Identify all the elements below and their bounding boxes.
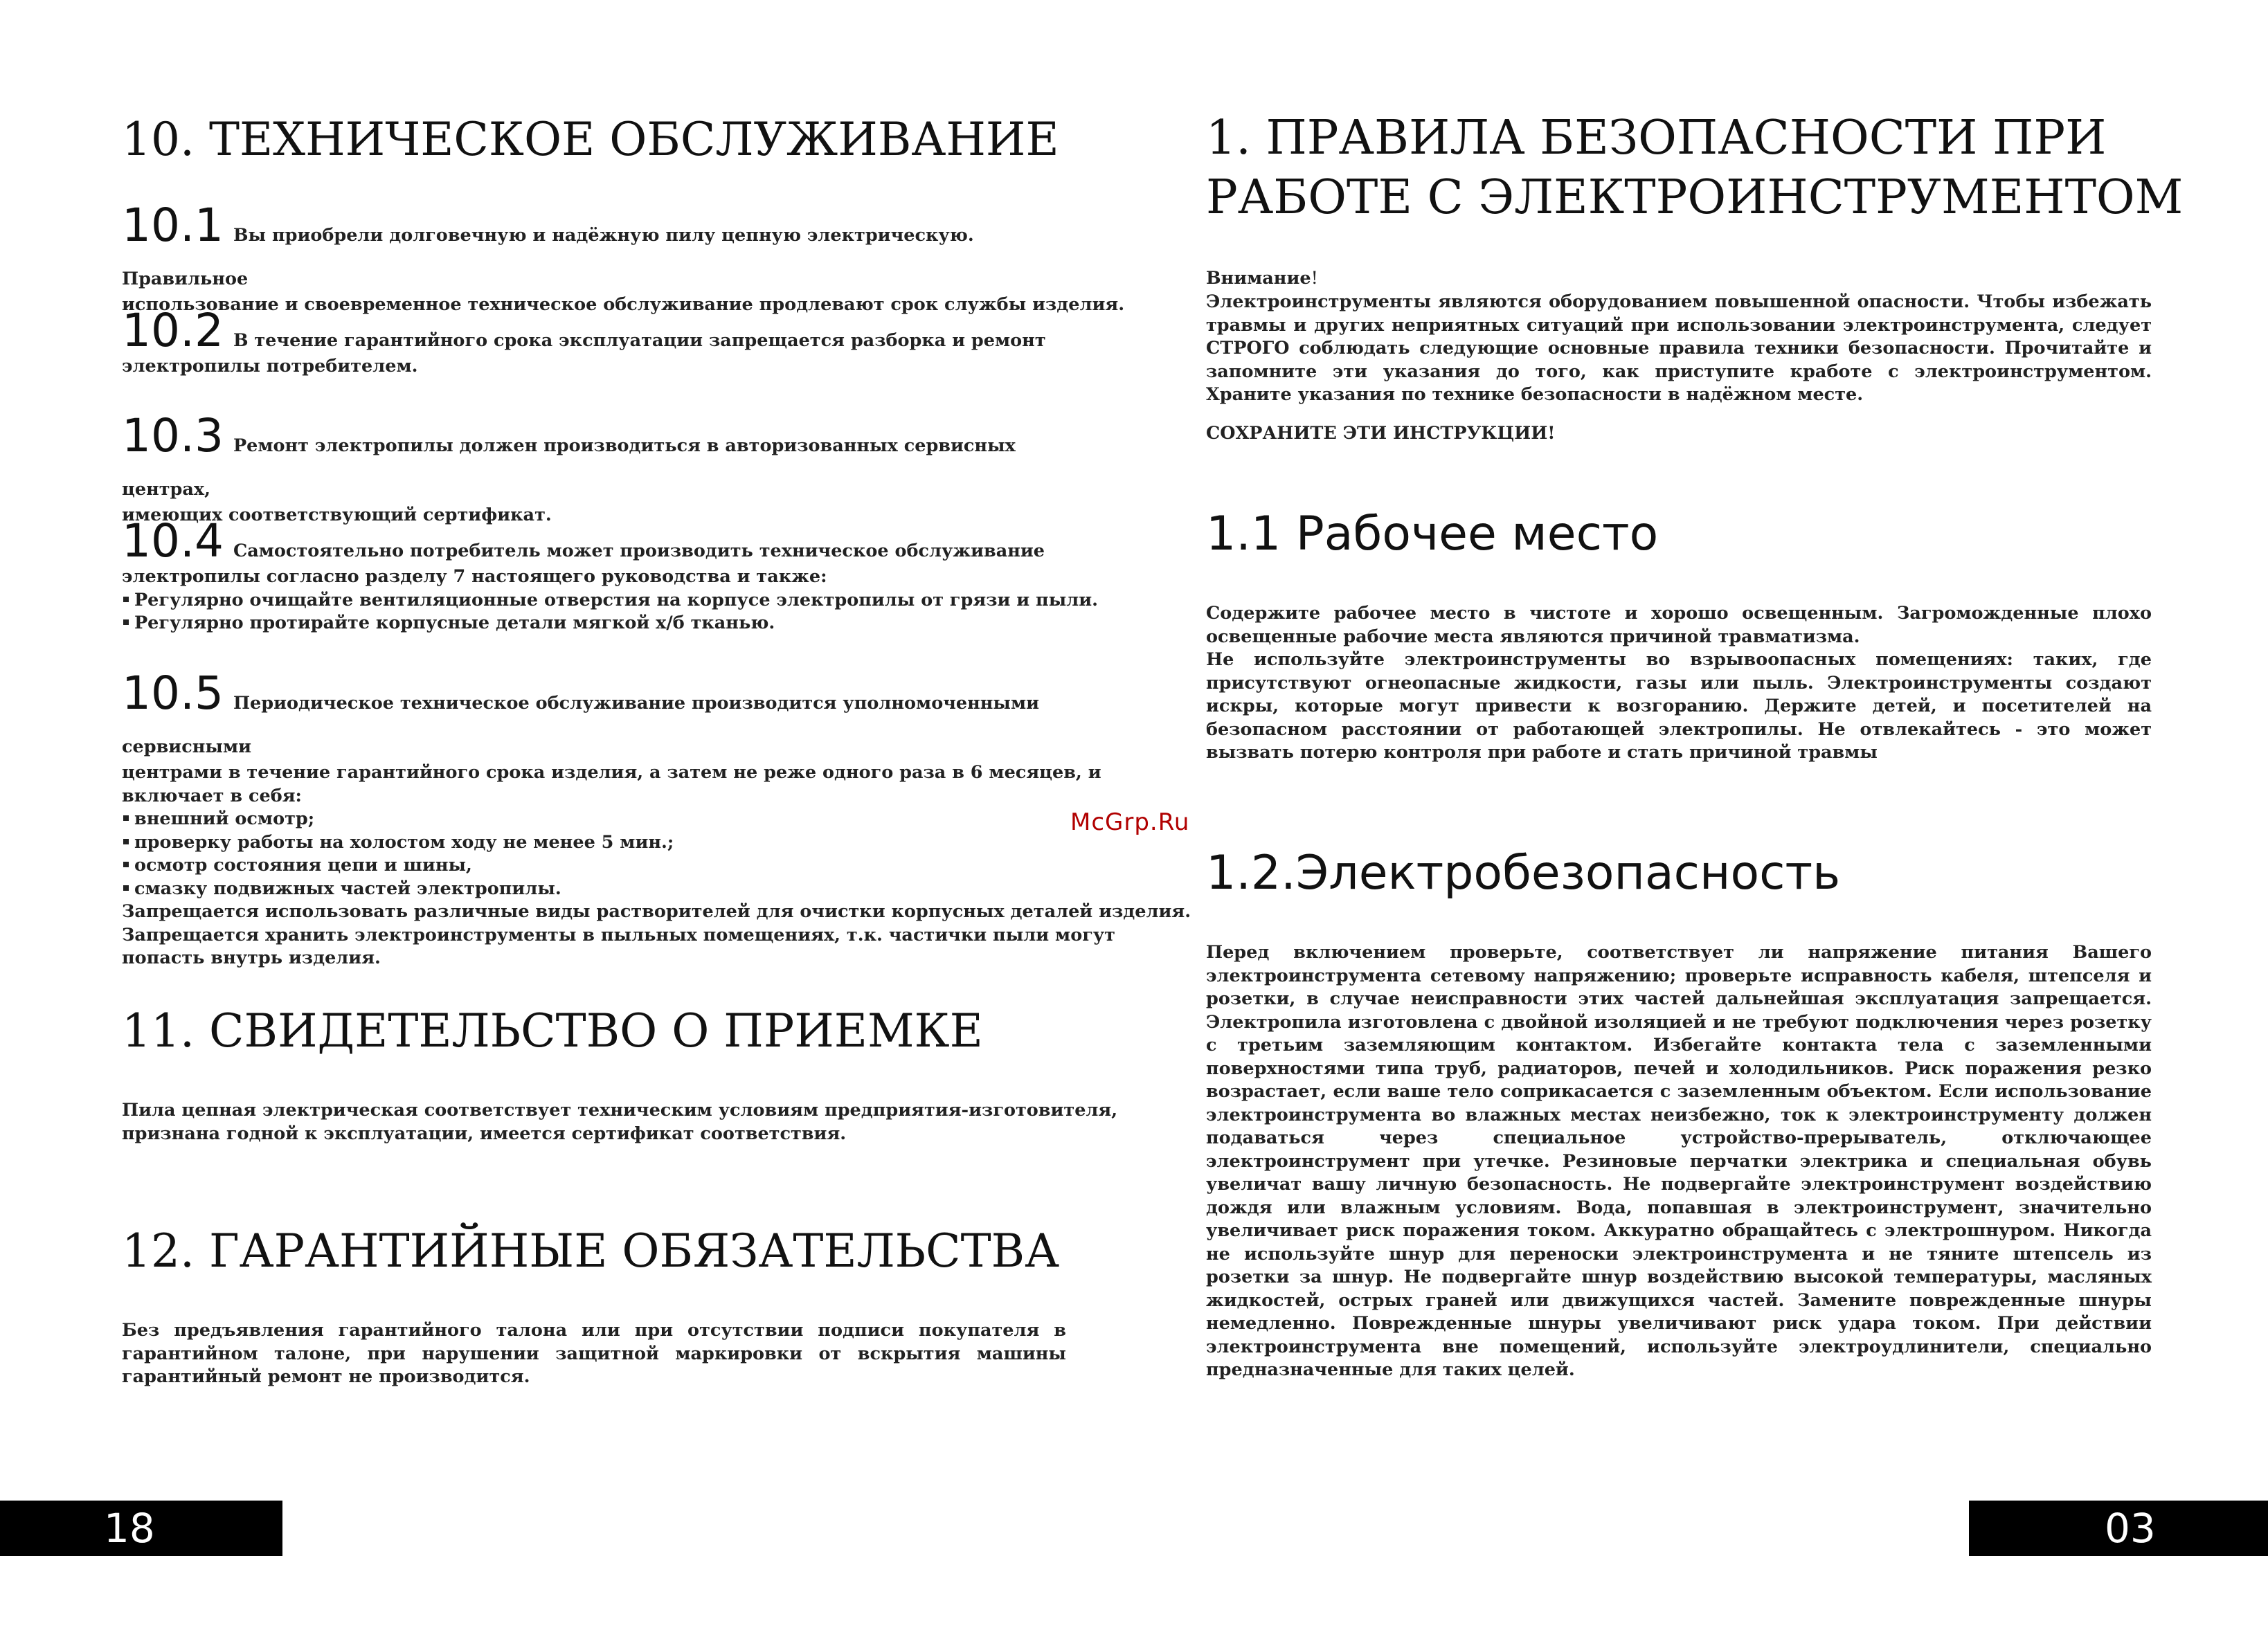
save-instructions-note: СОХРАНИТЕ ЭТИ ИНСТРУКЦИИ! — [1206, 423, 1556, 444]
item-lead: Вы приобрели долговечную и надёжную пилу цепную электрическую. Правильное — [122, 225, 974, 289]
section-11-text — [122, 1099, 1118, 1146]
item-line: центрами в течение гарантийного срока изделия, а затем не реже одного раза в 6 месяцев, и — [122, 762, 1101, 783]
bullet-icon — [123, 815, 129, 821]
section-1-2-title: 1.2.Электробезопасность — [1206, 846, 1841, 900]
watermark-text: McGrp.Ru — [1070, 808, 1190, 836]
item-10-1 — [122, 199, 1125, 317]
section-1-2-text: Перед включением проверьте, соответствует ли напряжение питания Вашего электроинструмента сетевому напряжению; проверьте исправность кабеля, штепселя и розетки, в случае неисправности этих частей дальнейшая эксплуатация запрещается. Электропила изготовлена с двойной изоляцией и не требуют подключения через розетку с третьим заземляющим контактом. Избегайте контакта тела с заземленными поверхностями типа труб, радиаторов, печей и холодильников. Риск поражения резко возрастает, если ваше тело соприкасается с заземленным объектом. Если использование электроинструмента во влажных местах неизбежно, ток к электроинструменту должен подаваться через специальное устройство-прерыватель, отключающее электроинструмент при утечке. Резиновые перчатки электрика и специальная обувь увеличат вашу личную безопасность. Не подвергайте электроинструмент воздействию дождя или влажным условиям. Вода, попавшая в электроинструмент, значительно увеличивает риск поражения током. Аккуратно обращайтесь с электрошнуром. Никогда не используйте шнур для переноски электроинструмента и не тяните штепсель из розетки за шнур. Не подвергайте шнур воздействию высокой температуры, масляных жидкостей, острых граней или движущихся частей. Замените поврежденные шнуры немедленно. Поврежденные шнуры увеличивают риск удара током. При действии электроинструмента вне помещений, используйте электроудлинители, специально предназначенные для таких целей. — [1206, 942, 2152, 1380]
item-line: включает в себя: — [122, 785, 302, 806]
paragraph: Не используйте электроинструменты во взрывоопасных помещениях: таких, где присутствуют огнеопасные жидкости, газы или пыль. Электроинструменты создают искры, которые могут привести к возгоранию. Держите детей, и посетителей на безопасном расстоянии от работающей электропилы. Не отвлекайтесь - это может вызвать потерю контроля при работе и стать причиной травмы — [1206, 649, 2152, 763]
attention-mark: ! — [1311, 268, 1318, 289]
bullet-icon — [123, 839, 129, 844]
attention-label — [1206, 267, 1318, 291]
bullet-item: проверку работы на холостом ходу не менее 5 мин.; — [122, 831, 1070, 855]
item-10-2 — [122, 304, 1070, 379]
item-lead: В течение гарантийного срока эксплуатации запрещается разборка и ремонт — [233, 330, 1046, 351]
text-line: признана годной к эксплуатации, имеется сертификат соответствия. — [122, 1123, 847, 1144]
bullet-item: внешний осмотр; — [122, 808, 1070, 831]
bullet-item: смазку подвижных частей электропилы. — [122, 878, 1070, 901]
item-number: 10.1 — [122, 199, 224, 252]
item-lead: Самостоятельно потребитель может производить техническое обслуживание — [233, 541, 1045, 561]
section-10-title: 10. ТЕХНИЧЕСКОЕ ОБСЛУЖИВАНИЕ — [122, 113, 1059, 166]
text-line: Пила цепная электрическая соответствует техническим условиям предприятия-изготовителя, — [122, 1100, 1118, 1121]
page-number-bar-right — [1969, 1501, 2268, 1556]
section-12-title: 12. ГАРАНТИЙНЫЕ ОБЯЗАТЕЛЬСТВА — [122, 1224, 1060, 1278]
item-number: 10.2 — [122, 304, 224, 357]
section-1-title-line2: РАБОТЕ С ЭЛЕКТРОИНСТРУМЕНТОМ — [1206, 170, 2184, 225]
item-number: 10.3 — [122, 409, 224, 462]
item-number: 10.4 — [122, 514, 224, 568]
paragraph: Содержите рабочее место в чистоте и хорошо освещенным. Загроможденные плохо освещенные рабочие места являются причиной травматизма. — [1206, 603, 2152, 647]
section-12-text: Без предъявления гарантийного талона или при отсутствии подписи покупателя в гарантийном талоне, при нарушении защитной маркировки от вскрытия машины гарантийный ремонт не производится. — [122, 1320, 1066, 1387]
bullet-icon — [123, 619, 129, 625]
section-1-text: Электроинструменты являются оборудованием повышенной опасности. Чтобы избежать травмы и других неприятных ситуаций при использовании электроинструмента, следует СТРОГО соблюдать следующие основные правила техники безопасности. Прочитайте и запомните эти указания до того, как приступите кработе с электроинструментом. Храните указания по технике безопасности в надёжном месте. — [1206, 291, 2152, 405]
item-line: Запрещается использовать различные виды растворителей для очистки корпусных деталей изделия. — [122, 901, 1191, 922]
item-10-3 — [122, 409, 1070, 527]
item-number: 10.5 — [122, 667, 224, 720]
item-line: электропилы согласно разделу 7 настоящего руководства и также: — [122, 566, 827, 587]
bullet-item: осмотр состояния цепи и шины, — [122, 854, 1070, 878]
item-line: имеющих соответствующий сертификат. — [122, 505, 552, 525]
bullet-icon — [123, 862, 129, 867]
item-lead: Ремонт электропилы должен производиться в авторизованных сервисных центрах, — [122, 435, 1016, 500]
section-1-1-title: 1.1 Рабочее место — [1206, 507, 1659, 561]
item-line: использование и своевременное техническое обслуживание продлевают срок службы изделия. — [122, 294, 1125, 315]
page-number: 18 — [104, 1505, 155, 1552]
bullet-item: Регулярно очищайте вентиляционные отверстия на корпусе электропилы от грязи и пыли. — [122, 589, 1070, 613]
section-1-title-line1: 1. ПРАВИЛА БЕЗОПАСНОСТИ ПРИ — [1206, 111, 2107, 165]
page-number: 03 — [2105, 1505, 2156, 1552]
bullet-icon — [123, 597, 129, 602]
item-line: попасть внутрь изделия. — [122, 948, 381, 968]
section-1-1-text — [1206, 602, 2152, 765]
attention-word: Внимание — [1206, 268, 1311, 289]
page-number-bar-left — [0, 1501, 282, 1556]
item-line: Запрещается хранить электроинструменты в пыльных помещениях, т.к. частички пыли могут — [122, 924, 1115, 945]
bullet-icon — [123, 885, 129, 891]
item-line: электропилы потребителем. — [122, 356, 418, 377]
bullet-item: Регулярно протирайте корпусные детали мягкой х/б тканью. — [122, 612, 1070, 635]
section-11-title: 11. СВИДЕТЕЛЬСТВО О ПРИЕМКЕ — [122, 1004, 983, 1058]
item-lead: Периодическое техническое обслуживание производится уполномоченными сервисными — [122, 693, 1040, 757]
